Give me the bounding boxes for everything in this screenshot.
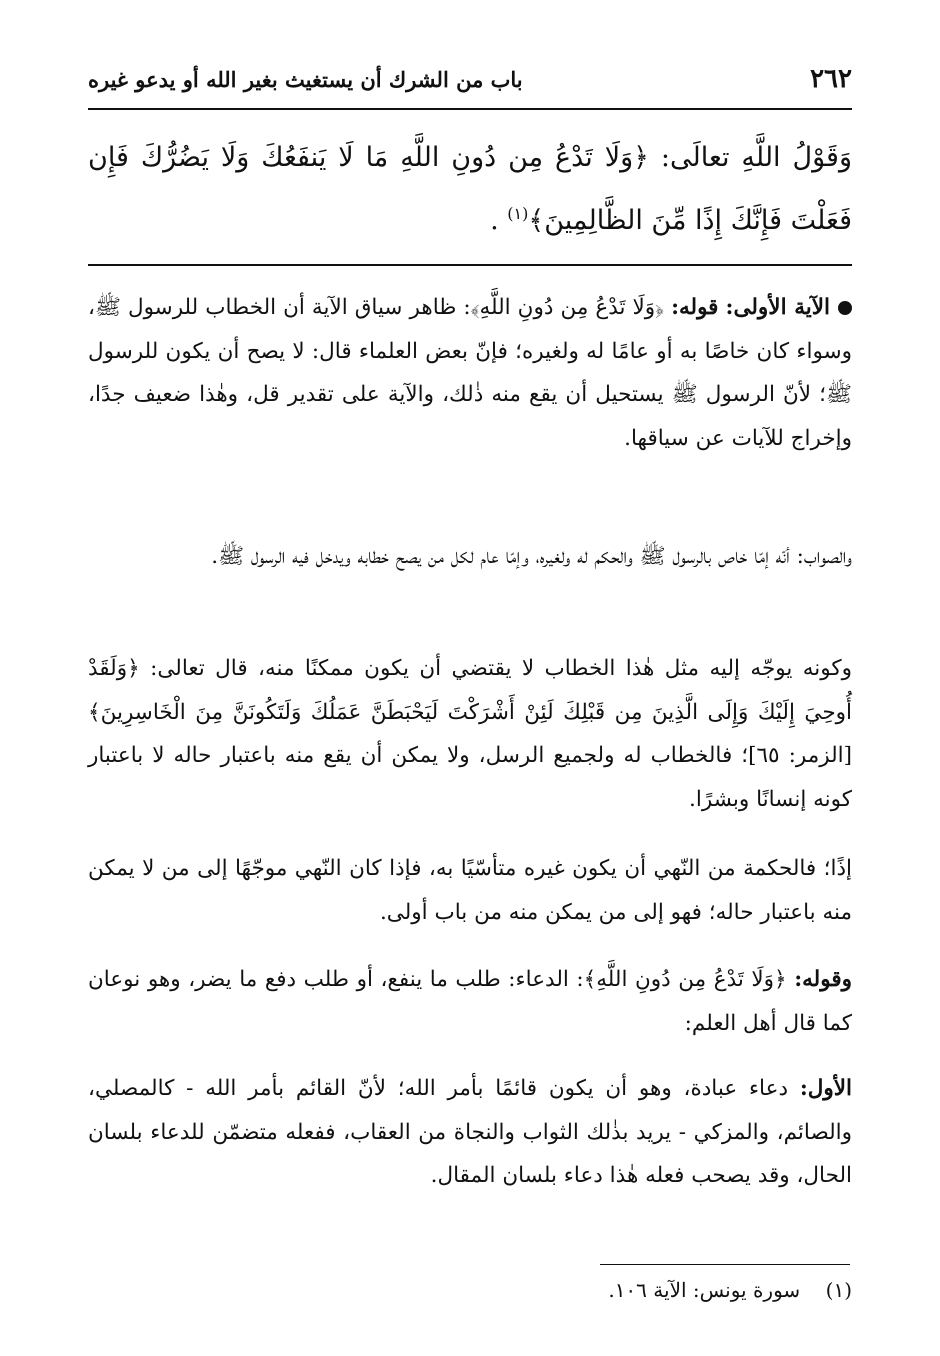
verse-quote: ﴿وَلَا تَدْعُ مِن دُونِ اللَّهِ﴾ <box>470 295 665 320</box>
verse-tail: . <box>490 205 508 236</box>
footnote-rule <box>600 1264 850 1265</box>
paragraph-wisdom <box>88 847 852 934</box>
bullet-icon <box>838 301 852 315</box>
verse-quote: ﴿وَلَا تَدْعُ مِن دُونِ اللَّهِ﴾ <box>583 967 787 992</box>
qawluh-label: وقوله: <box>794 967 852 992</box>
paragraph-text: إذًا؛ فالحكمة من النّهي أن يكون غيره متأسّيًا به، فإذا كان النّهي موجّهًا إلى من لا يمكن منه باعتبار حاله؛ فهو إلى من يمكن منه من باب أولى. <box>88 856 852 925</box>
section-heading: الآية الأولى: <box>725 295 830 320</box>
footnote <box>88 1274 852 1306</box>
paragraph-first-type <box>88 1067 852 1198</box>
verse-quote: ﴿وَلَقَدْ أُوحِيَ إِلَيْكَ وَإِلَى الَّذِينَ مِن قَبْلِكَ لَئِنْ أَشْرَكْتَ لَيَحْبَطَنَّ عَمَلُكَ وَلَتَكُونَنَّ مِنَ الْخَاسِرِينَ﴾ <box>88 656 852 725</box>
paragraph-correct-view <box>88 535 852 579</box>
paragraph-text: : ظاهر سياق الآية أن الخطاب للرسول ﷺ، وسواء كان خاصًا به أو عامًا له ولغيره؛ فإنّ بعض العلماء قال: لا يصح أن يكون للرسول ﷺ؛ لأنّ الرسول ﷺ يستحيل أن يقع منه ذٰلك، والآية على تقدير قل، وهٰذا ضعيف جدًا، وإخراج للآيات عن سياقها. <box>88 295 852 451</box>
paragraph-first-verse <box>88 286 852 460</box>
footnote-marker: (١) <box>825 1278 852 1302</box>
footnote-text: سورة يونس: الآية ١٠٦. <box>608 1278 801 1302</box>
main-verse <box>88 130 852 249</box>
verse-text: وَقَوْلُ اللَّهِ تعالَى: ﴿وَلَا تَدْعُ مِن دُونِ اللَّهِ مَا لَا يَنفَعُكَ وَلَا يَضُرُّكَ فَإِن فَعَلْتَ فَإِنَّكَ إِذًا مِّنَ الظَّالِمِينَ﴾ <box>88 142 852 236</box>
page-header <box>88 54 852 104</box>
page-number: ٢٦٢ <box>810 64 852 94</box>
header-rule <box>88 108 852 110</box>
paragraph-text: [الزمر: ٦٥]؛ فالخطاب له ولجميع الرسل، ولا يمكن أن يقع منه باعتبار حاله لا باعتبار كونه إنسانًا وبشرًا. <box>88 743 852 812</box>
running-title: باب من الشرك أن يستغيث بغير الله أو يدعو غيره <box>88 66 523 92</box>
paragraph-address <box>88 647 852 821</box>
verse-rule <box>88 264 852 266</box>
first-type-label: الأول: <box>799 1076 852 1101</box>
paragraph-text: دعاء عبادة، وهو أن يكون قائمًا بأمر الله؛ لأنّ القائم بأمر الله - كالمصلي، والصائم، والمزكي - يريد بذٰلك الثواب والنجاة من العقاب، ففعله متضمّن للدعاء بلسان الحال، وقد يصحب فعله هٰذا دعاء بلسان المقال. <box>88 1076 852 1188</box>
paragraph-text: وكونه يوجّه إليه مثل هٰذا الخطاب لا يقتضي أن يكون ممكنًا منه، قال تعالى: <box>150 656 852 681</box>
paragraph-text: : الدعاء: طلب ما ينفع، أو طلب دفع ما يضر، وهو نوعان كما قال أهل العلم: <box>88 967 852 1036</box>
footnote-ref: (١) <box>507 204 529 223</box>
qawluh-label: قوله: <box>671 295 719 320</box>
paragraph-dua-definition <box>88 958 852 1045</box>
paragraph-text: والصواب: أنّه إمّا خاص بالرسول ﷺ والحكم له ولغيره، وإمّا عام لكل من يصح خطابه ويدخل فيه الرسول ﷺ. <box>211 544 852 569</box>
